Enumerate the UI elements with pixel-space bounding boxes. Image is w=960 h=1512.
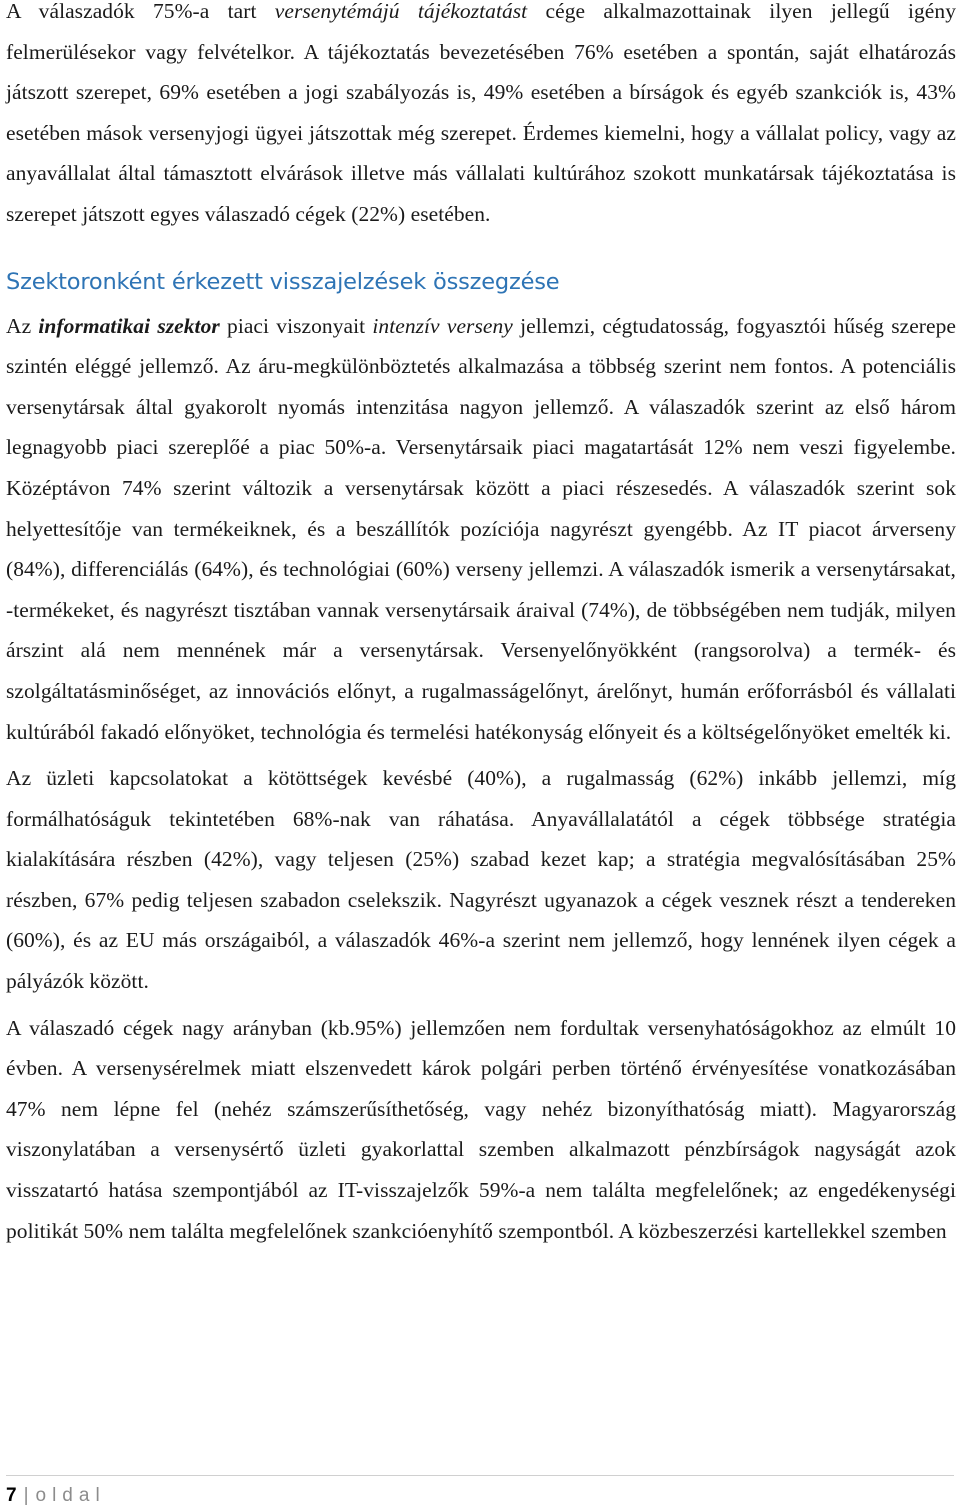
section-heading: Szektoronként érkezett visszajelzések összegzése [6,268,560,295]
italic-text: versenytémájú tájékoztatást [274,0,528,23]
text-run: Az [6,313,39,338]
text-run: A válaszadók 75%-a tart [6,0,275,23]
emphasis-text: informatikai szektor [38,313,220,338]
page-label: oldal [35,1485,106,1506]
paragraph-competition-authorities [6,1008,956,1252]
paragraph-intro [6,0,956,235]
text-run: piaci viszonyait [219,313,373,338]
text-run: A válaszadó cégek nagy arányban (kb.95%) jellemzően nem fordultak versenyhatóságokhoz az elmúlt 10 évben. A versenysérelmek miatt elszenvedett károk polgári perben történő érvényesítése vonatkozásában 47% nem lépne fel (nehéz számszerűsíthetőség, vagy nehéz bizonyíthatóság miatt). Magyarország viszonylatában a versenysértő üzleti gyakorlattal szemben alkalmazott pénzbírságok nagyságát azok visszatartó hatása szempontjából az IT-visszajelzők 59%-a nem találta megfelelőnek; az engedékenységi politikát 50% nem találta megfelelőnek szankcióenyhítő szempontból. A közbeszerzési kartellekkel szemben [6,1015,956,1243]
page-number: 7 [6,1485,17,1506]
text-run: cége alkalmazottainak ilyen jellegű igény felmerülésekor vagy felvételkor. A tájékoztatás bevezetésében 76% esetében a spontán, saját elhatározás játszott szerepet, 69% esetében a jogi szabályozás is, 49% esetében a bírságok és egyéb szankciók is, 43% esetében mások versenyjogi ügyei játszottak még szerepet. Érdemes kiemelni, hogy a vállalat policy, vagy az anyavállalat által támasztott elvárások illetve más vállalati kultúrához szokott munkatársak tájékoztatása is szerepet játszott egyes válaszadó cégek (22%) esetében. [6,0,956,226]
document-page [6,0,956,1251]
italic-text: intenzív verseny [372,313,513,338]
paragraph-it-sector [6,306,956,753]
text-run: Az üzleti kapcsolatokat a kötöttségek kevésbé (40%), a rugalmasság (62%) inkább jellemzi, míg formálhatóságuk tekintetében 68%-nak van ráhatása. Anyavállalatától a cégek többsége stratégia kialakítására részben (42%), vagy teljesen (25%) szabad kezet kap; a stratégia megvalósításában 25% részben, 67% pedig teljesen szabadon cselekszik. Nagyrészt ugyanazok a cégek vesznek részt a tendereken (60%), és az EU más országaiból, a válaszadók 46%-a szerint nem jellemző, hogy lennének ilyen cégek a pályázók között. [6,766,956,994]
paragraph-business-relations [6,758,956,1002]
footer-divider [6,1475,954,1476]
text-run: jellemzi, cégtudatosság, fogyasztói hűség szerepe szintén eléggé jellemző. Az áru-megkülönböztetés alkalmazása a többség szerint nem fontos. A potenciális versenytársak által gyakorolt nyomás intenzitása nagyon jellemző. A válaszadók szerint az első három legnagyobb piaci szereplőé a piac 50%-a. Versenytársaik piaci magatartását 12% nem veszi figyelembe. Középtávon 74% szerint változik a versenytársak között a piaci részesedés. A válaszadók szerint sok helyettesítője van termékeiknek, és a beszállítók pozíciója nagyrészt gyengébb. Az IT piacot árverseny (84%), differenciálás (64%), és technológiai (60%) verseny jellemzi. A válaszadók ismerik a versenytársakat, -termékeket, és nagyrészt tisztában vannak versenytársaik áraival (74%), de többségében nem tudják, milyen árszint alá nem mennének már a versenytársak. Versenyelőnyökként (rangsorolva) a termék- és szolgáltatásminőséget, az innovációs előnyt, a rugalmasságelőnyt, árelőnyt, humán erőforrásból és vállalati kultúrából fakadó előnyöket, technológia és termelési hatékonyság előnyeit és a költségelőnyöket emelték ki. [6,313,956,744]
bold-text [38,314,219,338]
page-footer [6,1484,954,1508]
footer-separator: | [23,1485,29,1506]
